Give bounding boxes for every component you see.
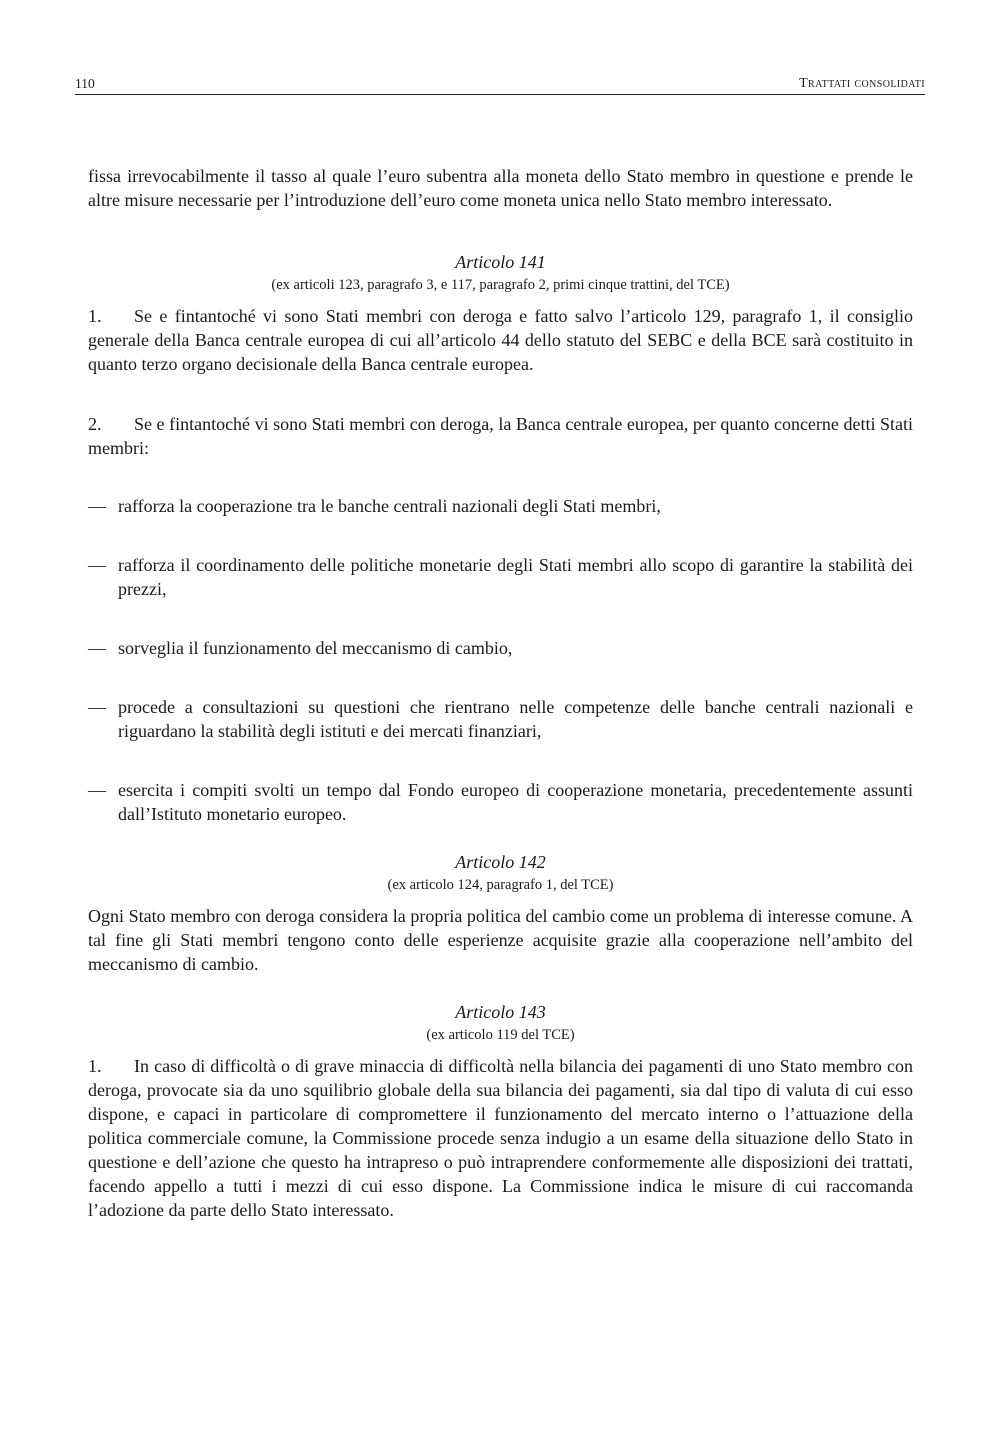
dash-marker: — [88,697,106,717]
article-142-title: Articolo 142 [455,852,546,872]
article-141-title: Articolo 141 [455,252,546,272]
article-143-subtitle: (ex articolo 119 del TCE) [426,1027,575,1043]
list-item [88,494,913,518]
page-content [88,164,913,1222]
dash-marker: — [88,780,106,800]
page-number: 110 [75,76,95,91]
paragraph-number: 1. [88,1056,102,1076]
paragraph-text: Se e fintantoché vi sono Stati membri con deroga, la Banca centrale europea, per quanto concerne detti Stati membri: [88,414,913,458]
list-item-text: procede a consultazioni su questioni che rientrano nelle competenze delle banche centrali nazionali e riguardano la stabilità degli istituti e dei mercati finanziari, [118,697,913,741]
list-item [88,695,913,743]
list-item-text: rafforza la cooperazione tra le banche centrali nazionali degli Stati membri, [118,496,661,516]
list-item [88,778,913,826]
list-item [88,553,913,601]
paragraph-number: 1. [88,306,102,326]
article-141-paragraph-1 [88,304,913,376]
article-143-title: Articolo 143 [455,1002,546,1022]
dash-marker: — [88,555,106,575]
running-title: Trattati consolidati [799,76,925,91]
list-item [88,636,913,660]
paragraph-number: 2. [88,414,102,434]
article-143-paragraph-1 [88,1054,913,1222]
article-141-subtitle: (ex articoli 123, paragrafo 3, e 117, paragrafo 2, primi cinque trattini, del TCE) [271,277,730,293]
list-item-text: rafforza il coordinamento delle politiche monetarie degli Stati membri allo scopo di garantire la stabilità dei prezzi, [118,555,913,599]
list-item-text: esercita i compiti svolti un tempo dal Fondo europeo di cooperazione monetaria, precedentemente assunti dall’Istituto monetario europeo. [118,780,913,824]
paragraph-text: Se e fintantoché vi sono Stati membri con deroga e fatto salvo l’articolo 129, paragrafo 1, il consiglio generale della Banca centrale europea di cui all’articolo 44 dello statuto del SEBC e della BCE sarà costituito in quanto terzo organo decisionale della Banca centrale europea. [88,306,913,374]
list-item-text: sorveglia il funzionamento del meccanismo di cambio, [118,638,513,658]
paragraph-text: In caso di difficoltà o di grave minaccia di difficoltà nella bilancia dei pagamenti di uno Stato membro con deroga, provocate sia da uno squilibrio globale della sua bilancia dei pagamenti, sia dal tipo di valuta di cui esso dispone, e capaci in particolare di compromettere il funzionamento del mercato interno o l’attuazione della politica commerciale comune, la Commissione procede senza indugio a un esame della situazione dello Stato in questione e dell’azione che questo ha intrapreso o può intraprendere conformemente alle disposizioni dei trattati, facendo appello a tutti i mezzi di cui esso dispone. La Commissione indica le misure di cui raccomanda l’adozione da parte dello Stato interessato. [88,1056,913,1220]
article-141-paragraph-2 [88,412,913,460]
article-142-subtitle: (ex articolo 124, paragrafo 1, del TCE) [387,877,614,893]
intro-paragraph: fissa irrevocabilmente il tasso al quale l’euro subentra alla moneta dello Stato membro in questione e prende le altre misure necessarie per l’introduzione dell’euro come moneta unica nello Stato membro interessato. [88,166,913,210]
page-header [75,76,925,95]
dash-marker: — [88,496,106,516]
dash-marker: — [88,638,106,658]
article-142-paragraph: Ogni Stato membro con deroga considera la propria politica del cambio come un problema di interesse comune. A tal fine gli Stati membri tengono conto delle esperienze acquisite grazie alla cooperazione nell’ambito del meccanismo di cambio. [88,906,913,974]
